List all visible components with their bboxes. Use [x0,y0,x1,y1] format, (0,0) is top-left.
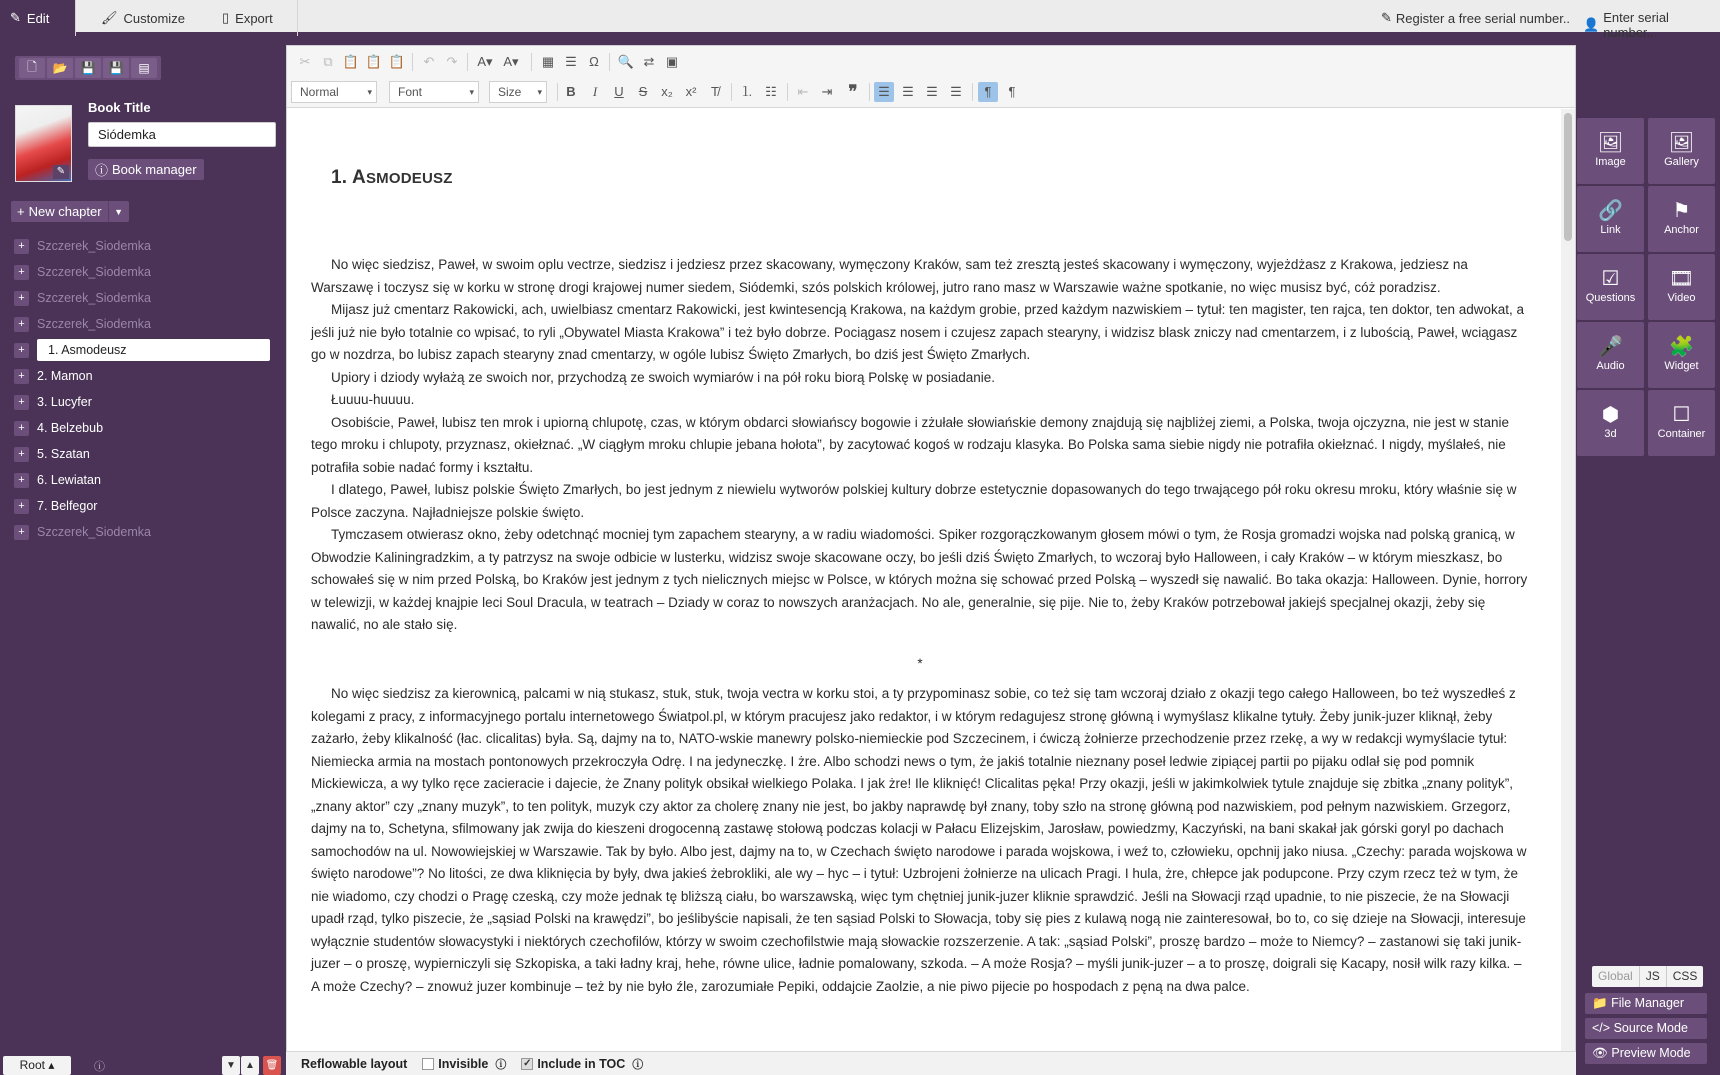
gallery-icon: 🖼 [1668,132,1695,154]
enter-serial-link[interactable] [1583,10,1720,40]
paragraph: Upiory i dziody wyłażą ze swoich nor, przychodzą ze swoich wymiarów i na pół roku biorą Polskę w posiadanie. [331,369,996,385]
trash-icon[interactable]: 🗑 [263,1056,281,1075]
book-manager-button[interactable] [88,159,204,180]
italic-icon[interactable]: I [592,84,598,99]
file-manager-button[interactable] [1585,993,1707,1014]
widget-link-button[interactable] [1577,186,1644,252]
remove-format-icon[interactable]: T̸ [711,84,719,99]
pdf-icon[interactable]: ▤ [131,58,157,78]
table-icon[interactable]: ▦ [541,54,555,69]
align-center-icon[interactable]: ☰ [902,84,914,99]
new-chapter-label: New chapter [28,204,102,219]
widget-audio-button[interactable] [1577,322,1644,388]
file-toolbar [15,56,161,80]
chapter-item[interactable] [14,311,272,337]
reflowable-layout-label: Reflowable layout [301,1056,408,1071]
book-title-input[interactable]: Siódemka [88,122,276,147]
plus-icon: + [17,204,25,219]
chapter-item[interactable] [14,259,272,285]
image-icon: 🖼 [1597,132,1624,154]
chapter-heading [331,167,453,191]
numbered-list-icon[interactable]: ⒈ [740,84,754,99]
source-mode-button[interactable] [1585,1018,1707,1039]
status-bar [286,1051,1576,1075]
chapter-item[interactable] [14,285,272,311]
include-toc-label: Include in TOC [537,1056,626,1071]
paragraphs [311,254,1529,998]
paragraph: No więc siedzisz, Paweł, w swoim oplu vectrze, siedzisz i jedziesz przez skacowany, wymęczony Kraków, sam też zresztą jesteś skacowany i wymęczony, wyjeżdżasz z Krakowa, jedziesz na Warszawę i toczysz się w korku w stronę drogi krajowej numer siedem, Siódemki, szós polskich królowej, jutro rano masz w Warszawie ważne spotkanie, no więc musisz być, cóż poradzisz. [311,257,1468,295]
info-icon[interactable]: ⓘ [94,1061,105,1073]
text-color-icon[interactable]: A▾ [477,54,493,69]
link-icon: 🔗 [1598,200,1623,222]
puzzle-icon: 🧩 [1669,336,1694,358]
editor-toolbar-row-2 [287,76,1575,108]
code-icon: </> [1592,1021,1611,1035]
tab-edit[interactable] [0,0,76,36]
widget-label: Anchor [1664,224,1699,236]
widget-widget-button[interactable] [1648,322,1715,388]
horizontal-line-icon[interactable]: ☰ [565,54,577,69]
outdent-icon[interactable]: ⇤ [797,84,809,99]
microphone-icon: 🎤 [1598,336,1623,358]
preview-mode-label: Preview Mode [1611,1046,1691,1060]
widget-container-button[interactable] [1648,390,1715,456]
widget-image-button[interactable] [1577,118,1644,184]
expand-plus-icon[interactable]: + [14,265,29,280]
info-icon[interactable]: ⓘ [632,1058,644,1071]
move-up-icon[interactable]: ▲ [241,1056,259,1075]
code-tabs [1592,966,1703,987]
expand-plus-icon[interactable]: + [14,343,29,358]
tab-edit-label: Edit [26,10,50,26]
register-serial-label: Register a free serial number.. [1395,10,1571,26]
square-icon: ☐ [1672,404,1691,426]
align-left-icon[interactable]: ☰ [874,82,894,102]
chapter-label: 7. Belfegor [37,499,98,513]
enter-serial-label: Enter serial number.. [1603,10,1669,40]
chapter-label: Szczerek_Siodemka [37,291,151,305]
document-body[interactable] [287,109,1561,1057]
paste-text-icon[interactable]: 📋 [365,54,383,69]
edit-icon: ✎ [1381,10,1392,25]
chapter-item[interactable] [14,233,272,259]
chapter-item[interactable] [14,389,272,415]
subscript-icon[interactable]: x₂ [661,84,673,99]
underline-icon[interactable]: U [614,84,624,99]
register-serial-link[interactable] [1381,10,1570,26]
chapter-label: Szczerek_Siodemka [37,525,151,539]
file-manager-label: File Manager [1611,996,1685,1010]
cover-edit-icon[interactable]: ✎ [53,165,69,179]
paragraph: Osobiście, Paweł, lubisz ten mrok i upiorną chlupotę, czas, w którym obdarci słowiańscy bogowie i zżułałe słowiańskie demony znajdują się najbliżej ziemi, a Polska, twoja ojczyzna, nie jest w stanie tego mroku i chlupoty, przyznasz, okiełznać. „W ciągłym mroku chlupie jebana hołota”, by zacytować kogoś w rodzaju klasyka. Bo Polska sama siebie nigdy nie potrafiła okiełznać. I nigdy, myślałeś, nie potrafiła sobie nadać formy i kształtu. [311,414,1510,475]
cut-icon[interactable]: ✂ [299,54,311,69]
chapter-label: 2. Mamon [37,369,93,383]
expand-plus-icon[interactable]: + [14,239,29,254]
brush-icon: 🖌 [101,10,118,25]
widget-label: Image [1595,156,1626,168]
expand-plus-icon[interactable]: + [14,395,29,410]
tab-css[interactable]: CSS [1672,969,1698,983]
tab-export-label: Export [235,10,273,26]
expand-plus-icon[interactable]: + [14,499,29,514]
heading-rest: SMODEUSZ [365,170,453,187]
bold-icon[interactable]: B [566,84,576,99]
folder-icon: 📁 [1592,996,1608,1010]
info-icon[interactable]: ⓘ [495,1058,507,1071]
book-cover[interactable] [15,105,72,182]
preview-mode-button[interactable] [1585,1043,1707,1064]
paragraph: I dlatego, Paweł, lubisz polskie Święto Zmarłych, bo jest jednym z niewielu wytworów polskiej kultury dobrze estetycznie dopasowanych do tego trwającego pół roku okresu mroku, który właśnie się w Polsce zaczyna. Najładniejsze polskie święto. [311,482,1517,520]
chapter-item[interactable] [14,493,272,519]
special-char-icon[interactable]: Ω [589,54,599,69]
top-bar [0,0,1720,40]
widget-label: Audio [1596,360,1625,372]
caret-down-icon[interactable]: ▼ [114,206,124,217]
justify-icon[interactable]: ☰ [950,84,962,99]
user-icon: 👤 [1583,17,1600,32]
open-folder-icon[interactable]: 📂 [47,58,73,78]
tab-global[interactable]: Global [1592,966,1640,987]
expand-plus-icon[interactable]: + [14,291,29,306]
paragraph: Łuuuu-huuuu. [331,392,415,407]
expand-plus-icon[interactable]: + [14,525,29,540]
rtl-icon[interactable]: ¶ [1008,84,1016,99]
expand-plus-icon[interactable]: + [14,421,29,436]
book-title-label: Book Title [88,100,151,115]
widget-gallery-button[interactable] [1648,118,1715,184]
paragraph: Tymczasem otwierasz okno, żeby odetchnąć mocniej tym zapachem stearyny, a w radiu wiadomości. Spiker rozgorączkowanym głosem mówi o tym, że Rosja gromadzi wojska nad polską granicą, w Obwodzie Kaliningradzkim, a ty patrzysz na swoje odbicie w lusterku, widzisz swoje skacowane oczy, bo jeśli dziś Święto Zmarłych, to wczoraj było Halloween, i cały Kraków – w którym mieszkasz, bo schowałeś się w nim przed Polską, bo Kraków jest jednym z tych nielicznych miejsc w Polsce, w których można się schować przed Polską – wyszedł się nawalić. Bo taka okazja: Halloween. Dynie, horrory w telewizji, w każdej knajpie leci Soul Dracula, w teatrach – Dziady w coraz to nowszych aranżacjach. No ale, generalnie, się pije. Nie to, żeby Kraków potrzebował jakiejś specjalnej okazji, żeby się nawalić, no ale stało się. [311,527,1528,632]
chapter-item[interactable] [14,467,272,493]
paste-word-icon[interactable]: 📋 [388,54,406,69]
blockquote-icon[interactable]: ❞ [848,82,858,101]
paragraph: Mijasz już cmentarz Rakowicki, ach, uwielbiasz cmentarz Rakowicki, jest kwintesencją Krakowa, na każdym grobie, przed każdym nazwiskiem – tytuł: ten magister, ten rajca, ten doktor, ten adwokat, a jeśli już nie było totalnie co wpisać, to ryli „Obywatel Miasta Krakowa” i też było dobrze. Pociągasz nosem i czujesz zapach stearyny, i widzisz blask zniczy nad cmentarzem, i z lubością, Paweł, wciągasz go w nozdrza, bo lubisz zapach stearyny znad cmentarzy, w ogóle lubisz Święto Zmarłych, bo dziś jest Święto Zmarłych. [311,302,1524,362]
widget-3d-button[interactable] [1577,390,1644,456]
size-select[interactable]: Size ▾ [489,81,547,103]
sidebar-footer [0,1048,286,1075]
widget-questions-button[interactable] [1577,254,1644,320]
widget-label: Container [1657,428,1706,440]
book-manager-label: Book manager [112,162,197,177]
chapter-item[interactable] [14,519,272,545]
heading-number: 1. [331,167,348,188]
replace-icon[interactable]: ⇄ [643,54,655,69]
tab-export[interactable] [212,0,298,36]
widget-label: 3d [1604,428,1617,440]
tab-customize-label: Customize [123,10,185,26]
info-icon: ⓘ [95,163,109,178]
chapter-item[interactable] [14,441,272,467]
new-file-icon[interactable]: 🗋 [19,58,45,78]
invisible-option[interactable] [422,1056,506,1072]
include-toc-option[interactable] [521,1056,643,1072]
chapter-list [14,233,272,545]
undo-icon[interactable]: ↶ [423,54,435,69]
chapter-label: Szczerek_Siodemka [37,265,151,279]
widget-label: Gallery [1664,156,1699,168]
chapter-item-selected[interactable] [14,337,272,363]
format-select[interactable]: Normal ▾ [291,81,377,103]
paste-icon[interactable]: 📋 [342,54,360,69]
widget-video-button[interactable] [1648,254,1715,320]
new-chapter-main[interactable] [11,201,109,222]
editor-toolbar-row-1 [287,46,1575,76]
select-all-icon[interactable]: ▣ [665,54,679,69]
indent-icon[interactable]: ⇥ [821,84,833,99]
invisible-checkbox[interactable] [422,1058,434,1070]
superscript-icon[interactable]: x² [685,84,697,99]
widget-label: Link [1600,224,1621,236]
expand-plus-icon[interactable]: + [14,317,29,332]
ltr-icon[interactable]: ¶ [978,82,998,102]
expand-plus-icon[interactable]: + [14,473,29,488]
include-toc-checkbox[interactable]: ✓ [523,1057,532,1069]
source-mode-label: Source Mode [1613,1021,1688,1035]
chapter-label: 1. Asmodeusz [37,339,270,361]
chapter-label: 5. Szatan [37,447,90,461]
chapter-item[interactable] [14,363,272,389]
sidebar [0,40,286,1075]
eye-icon: 👁 [1592,1046,1608,1060]
flag-icon: ⚑ [1672,200,1691,222]
scrollbar-thumb[interactable] [1564,113,1572,241]
bulleted-list-icon[interactable]: ☷ [765,84,777,99]
pencil-icon: ✎ [10,10,21,25]
tab-js[interactable]: JS [1640,966,1667,987]
new-chapter-button[interactable] [11,201,129,222]
paragraph: No więc siedzisz za kierownicą, palcami w nią stukasz, stuk, stuk, twoja vectra w korku stoi, a ty przypominasz sobie, co też się tam wczoraj działo z okazji tego całego Halloween, bo też wyszedłeś z kolegami z pracy, z informacyjnego portalu internetowego Światpol.pl, w którym pracujesz jako redaktor, i w którym redagujesz stronę główną i wymyślasz klikalne tytuły. Żeby junik-juzer kliknął, żeby zażarło, żeby klikalność (łac. clicalitas) była. Są, dajmy na to, NATO-wskie manewry polsko-niemieckie pod Szczecinem, i ćwiczą żołnierze przechodzenie przez rzekę, a wy w redakcji wymyślacie tytuł: Niemiecka armia na mostach pontonowych przekroczyła Odrę. I na jedyneczkę. I żre. Albo schodzi news o tym, że jakiś totalnie nieznany poseł ledwie zipiącej partii po pijaku odlał się pod pomnik Mickiewicza, a wy tylko ręce zacieracie i dajecie, że Znany polityk obsikał wielkiego Polaka. I jak żre! Ile kliknięć! Clicalitas pęka! Przy okazji, jeśli w jakimkolwiek tytule znajduje się zbitka „znany polityk”, „znany aktor” czy „znany muzyk”, to ten polityk, muzyk czy aktor za cholerę znany nie jest, bo jakby naprawdę był znany, toby szło na stronę główną pod nazwiskiem, pod pełnym nazwiskiem. Grzegorz, dajmy na to, Schetyna, sfilmowany jak zwija do kieszeni drogocenną zastawę stołową podczas kolacji w Pałacu Elizejskim, Jarosław, powiedzmy, Kaczyński, na bani skakał jak górski goryl po dachach samochodów na ul. Nowowiejskiej w Warszawie. Tak by było. Albo jest, dajmy na to, w Czechach święto narodowe i parada wojskowa, i weź to, człowieku, opchnij jako niusa. „Czechy: parada wojskowa w święto narodowe”? No litości, ze dwa kliknięcia by były, dwa jakieś żebrokliki, ale wy – hyc – i tytuł: Uzbrojeni żołnierze na ulicach Pragi. I hula, żre, chłepce jak podupcone. Przy czym rzecz też w tym, że nie wiadomo, czy chodzi o Pragę czeską, czy może jednak tę bliższą ciału, bo warszawską, więc tym chętniej junik-juzer kliknie sprawdzić. Jeśli na Słowacji rząd upadnie, to nie piszecie, że na Słowacji upadł rząd, tylko piszecie, że „sąsiad Polski na krawędzi”, bo jeślibyście napisali, że ten sąsiad Polski to Słowacja, toby się pies z kulawą nogą nie zainteresował, bo to, co się dzieje na Słowacji, interesuje wyłącznie studentów słowacystyki i niektórych czechofilów, którzy w swoim czechofilstwie mają słowackie rozszerzenie. A tak: „sąsiad Polski”, proszę bardzo – może to Niemcy? – zastanowi się taki junik-juzer – o proszę, wypierniczyli się Szkopiska, a taki ładny kraj, hehe, równe ulice, ładnie pomalowany, szkoda. – A może Rosja? – myśli junik-juzer – a to proszę, doigrali się Kacapy, nosił wilk razy kilka. – A może Czechy? – znowuż juzer kombinuje – też by nie było źle, zarozumiałe Pepiki, oddajcie Zaolzie, a nie piwo pijecie po hospodach z pęną na dwa palce. [311,686,1527,994]
redo-icon[interactable]: ↷ [446,54,458,69]
widget-anchor-button[interactable] [1648,186,1715,252]
phone-icon: ▯ [222,10,230,25]
editor-scrollbar[interactable] [1561,109,1575,1057]
expand-plus-icon[interactable]: + [14,369,29,384]
root-button[interactable] [3,1056,71,1075]
chapter-label: 6. Lewiatan [37,473,101,487]
move-down-icon[interactable]: ▼ [222,1056,240,1075]
strikethrough-icon[interactable]: S [638,84,648,99]
checkbox-icon: ☑ [1601,268,1620,290]
chapter-label: Szczerek_Siodemka [37,317,151,331]
find-icon[interactable]: 🔍 [617,54,635,69]
chapter-label: Szczerek_Siodemka [37,239,151,253]
save-as-icon[interactable]: 💾 [103,58,129,78]
editor [286,45,1576,1057]
caret-up-icon: ▴ [48,1058,55,1072]
align-right-icon[interactable]: ☰ [926,84,938,99]
bg-color-icon[interactable]: A▾ [503,54,519,69]
heading-first-letter: A [352,167,366,188]
widget-label: Questions [1585,292,1636,304]
invisible-label: Invisible [438,1056,489,1071]
font-select[interactable]: Font ▾ [389,81,479,103]
widget-label: Widget [1664,360,1699,372]
tab-customize[interactable] [91,0,191,36]
chapter-label: 4. Belzebub [37,421,104,435]
expand-plus-icon[interactable]: + [14,447,29,462]
section-break: * [917,655,923,671]
cube-icon: ⬢ [1601,404,1620,426]
chapter-label: 3. Lucyfer [37,395,92,409]
chapter-item[interactable] [14,415,272,441]
root-label: Root [19,1058,45,1072]
widget-label: Video [1667,292,1696,304]
film-icon: 🎞 [1668,268,1695,290]
copy-icon[interactable]: ⧉ [323,54,333,69]
save-icon[interactable]: 💾 [75,58,101,78]
